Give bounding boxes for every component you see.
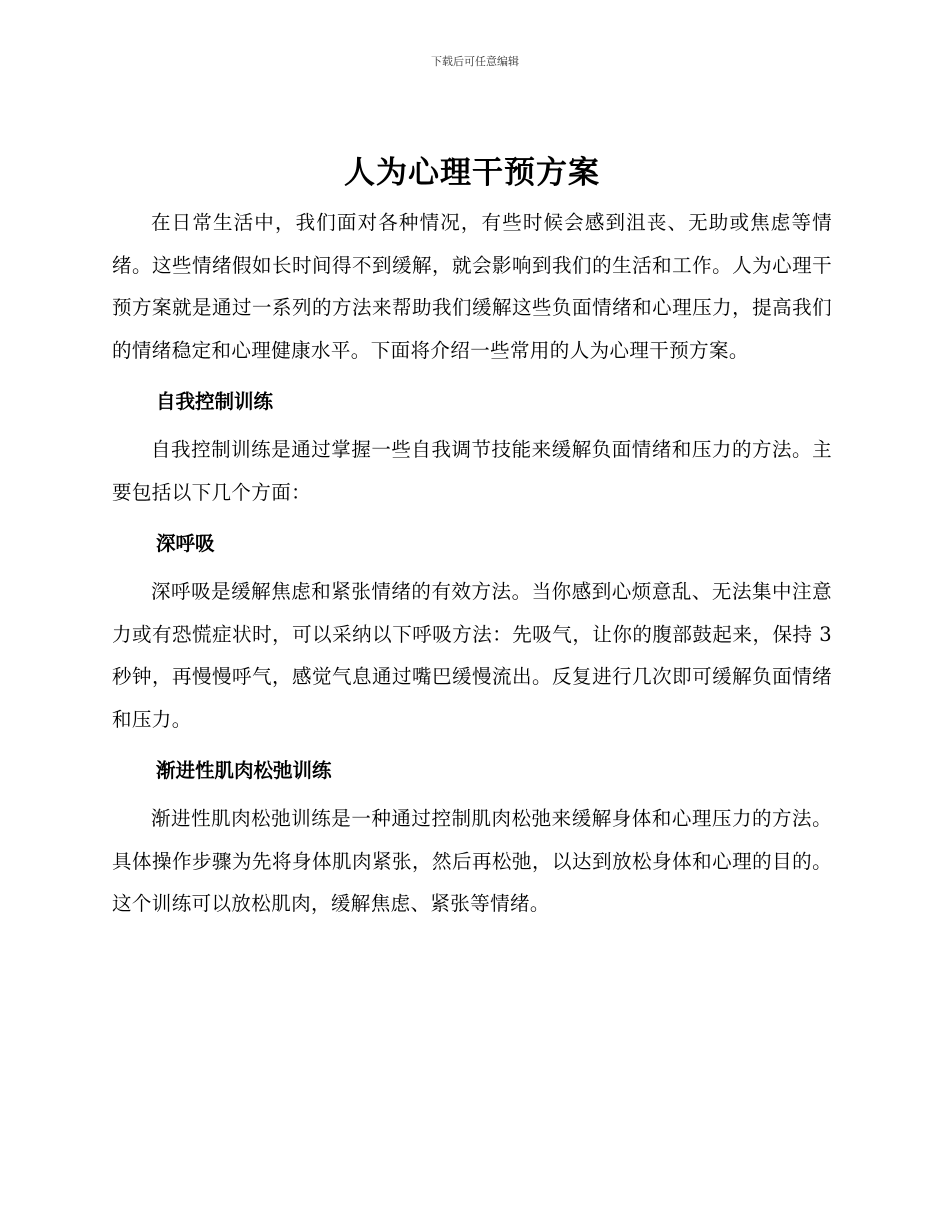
- section-heading-muscle-relaxation: 渐进性肌肉松弛训练: [156, 759, 332, 782]
- section-body-deep-breathing: 深呼吸是缓解焦虑和紧张情绪的有效方法。当你感到心烦意乱、无法集中注意力或有恐慌症状时，可以采纳以下呼吸方法：先吸气，让你的腹部鼓起来，保持 3 秒钟，再慢慢呼气，感觉气息通过嘴巴缓慢流出。反复进行几次即可缓解负面情绪和压力。: [112, 580, 832, 731]
- intro-paragraph: 在日常生活中，我们面对各种情况，有些时候会感到沮丧、无助或焦虑等情绪。这些情绪假如长时间得不到缓解，就会影响到我们的生活和工作。人为心理干预方案就是通过一系列的方法来帮助我们缓解这些负面情绪和心理压力，提高我们的情绪稳定和心理健康水平。下面将介绍一些常用的人为心理干预方案。: [112, 211, 832, 362]
- section-heading-self-control: 自我控制训练: [156, 390, 274, 413]
- section-body-muscle-relaxation: 渐进性肌肉松弛训练是一种通过控制肌肉松弛来缓解身体和心理压力的方法。具体操作步骤为先将身体肌肉紧张，然后再松弛，以达到放松身体和心理的目的。这个训练可以放松肌肉，缓解焦虑、紧张等情绪。: [112, 807, 832, 915]
- document-title: 人为心理干预方案: [344, 155, 600, 191]
- page-header: 下载后可任意编辑: [431, 55, 519, 68]
- document-body: [112, 152, 832, 926]
- section-body-self-control: 自我控制训练是通过掌握一些自我调节技能来缓解负面情绪和压力的方法。主要包括以下几个方面：: [112, 438, 832, 504]
- section-heading-deep-breathing: 深呼吸: [156, 532, 215, 555]
